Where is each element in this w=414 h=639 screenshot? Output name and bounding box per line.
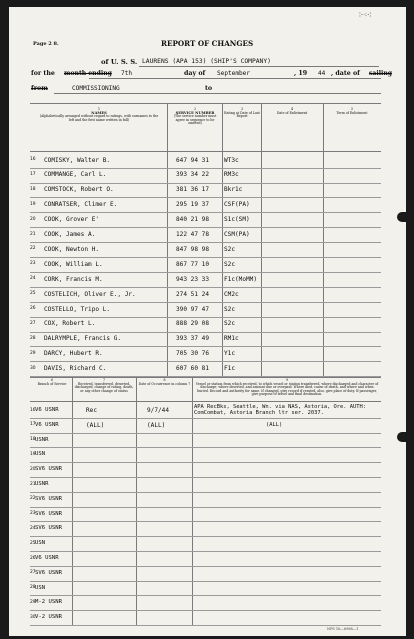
rating: F1c(MoMM) <box>224 275 258 283</box>
day-value: 7th <box>121 70 133 77</box>
person-name: COOK, William L. <box>44 260 103 268</box>
col-number: 1 <box>97 107 101 111</box>
branch-of-service: USN <box>35 584 46 591</box>
struck-sailing: sailing <box>369 70 393 77</box>
person-name: DARCY, Hubert R. <box>44 350 103 358</box>
service-number: 393 37 49 <box>176 335 210 343</box>
remarks-row <box>30 610 381 626</box>
row-number: 25 <box>30 540 36 546</box>
remarks-row <box>30 477 381 493</box>
corner-stamp: ∶·⁖·∶ <box>359 11 372 19</box>
person-name: COOK, Newton H. <box>44 245 100 253</box>
personnel-row <box>30 302 381 318</box>
month-value: September <box>217 70 251 77</box>
remarks-row <box>30 433 381 449</box>
branch-of-service: USNR <box>35 481 49 487</box>
row-number: 22 <box>30 246 36 252</box>
row-number: 19 <box>30 201 36 207</box>
personnel-row <box>30 198 381 214</box>
rating: S2c <box>224 260 236 268</box>
remarks-row <box>30 492 381 508</box>
report-page <box>9 7 406 636</box>
remarks-row <box>30 551 381 567</box>
row-number: 30 <box>30 614 36 620</box>
row-number: 19 <box>30 451 36 457</box>
row-number: 17 <box>30 171 36 177</box>
personnel-row <box>30 257 381 273</box>
rating: Y1c <box>224 350 236 358</box>
form-code: NPS 16—6988—1 <box>327 627 359 631</box>
received-status: (ALL) <box>86 421 105 429</box>
year-value: 44 <box>318 70 326 77</box>
service-number: 867 77 10 <box>176 260 210 268</box>
remarks-text: APA RecBks, Seattle, Wn. via NAS, Astoria, Ore. AUTH: ComCombat, Astoria Branch ltr ser. 2037. <box>194 404 367 417</box>
col-header-rating: Rating at Date of Last Report <box>224 110 260 119</box>
row-number: 29 <box>30 350 36 356</box>
rating: CM2c <box>224 290 239 298</box>
service-number: 647 94 31 <box>176 156 210 164</box>
col-header-enlistment-term: Term of Enlistment <box>336 110 368 115</box>
col-number: 3 <box>240 107 244 111</box>
service-number: 943 23 33 <box>176 275 210 283</box>
col-number: 6 <box>50 378 54 382</box>
personnel-row <box>30 168 381 184</box>
branch-of-service: SV6 USNR <box>35 569 62 576</box>
branch-of-service: USN <box>35 451 46 458</box>
personnel-row <box>30 362 381 378</box>
branch-of-service: USN <box>35 540 46 547</box>
personnel-row <box>30 183 381 199</box>
service-number: 274 51 24 <box>176 290 210 298</box>
person-name: DALRYMPLE, Francis G. <box>44 335 122 343</box>
remarks-row <box>30 403 381 419</box>
row-number: 20 <box>30 466 36 472</box>
remarks-text: (ALL) <box>266 421 283 428</box>
person-name: COOK, James A. <box>44 231 96 238</box>
col-number: 4 <box>290 107 294 111</box>
personnel-row <box>30 332 381 348</box>
row-number: 22 <box>30 496 36 502</box>
service-number: 393 34 22 <box>176 171 210 179</box>
row-number: 21 <box>30 481 36 487</box>
row-number: 28 <box>30 585 36 591</box>
row-number: 24 <box>30 525 36 531</box>
col-number: 8 <box>163 378 166 382</box>
row-number: 24 <box>30 276 36 282</box>
col-header-remarks: Vessel or station from which received, to which vessel or station transferred, where discharged and character of discharge; where deserted, and amount due or overpaid. Where died, cause of death, and where and when buried. Record and authority for same. If changed, give record if rerated, also, give place of duty. If passenger, give purpose of travel and final destination. <box>195 381 379 397</box>
remarks-row <box>30 418 381 434</box>
branch-of-service: SV6 USNR <box>35 466 62 473</box>
rating: S2c <box>224 245 236 253</box>
occurrence-date: (ALL) <box>147 421 166 429</box>
row-number: 21 <box>30 231 36 237</box>
person-name: COSTELLO, Tripo L. <box>44 305 111 313</box>
row-number: 27 <box>30 320 36 326</box>
person-name: COOK, Grover E' <box>44 216 100 224</box>
person-name: CORK, Francis M. <box>44 275 103 283</box>
rating: Bkr1c <box>224 186 243 194</box>
col-number: 2 <box>193 107 197 111</box>
personnel-row <box>30 153 381 169</box>
row-number: 27 <box>30 570 36 576</box>
col-header-service-number: SERVICE NUMBER <box>175 110 215 115</box>
service-number: 295 19 37 <box>176 201 210 209</box>
row-number: 25 <box>30 291 36 297</box>
rating: F1c <box>224 365 236 373</box>
binder-hole <box>397 212 411 222</box>
person-name: DAVIS, Richard C. <box>44 365 107 373</box>
person-name: COMMANGE, Carl L. <box>44 171 107 179</box>
remarks-row <box>30 595 381 611</box>
person-name: COMSTOCK, Robert O. <box>44 186 114 194</box>
personnel-row <box>30 287 381 303</box>
page-title: REPORT OF CHANGES <box>161 39 254 48</box>
row-number: 16 <box>30 157 36 162</box>
branch-of-service: SV6 USNR <box>35 510 62 517</box>
col-header-names: NAMES <box>91 110 107 115</box>
struck-text: month ending <box>64 70 112 77</box>
personnel-row <box>30 213 381 229</box>
service-number: 705 30 76 <box>176 350 210 358</box>
year-label: , 19 <box>294 70 308 77</box>
branch-of-service: V6 USNR <box>35 555 59 561</box>
day-of-label: day of <box>184 70 206 77</box>
personnel-row <box>30 347 381 363</box>
row-number: 30 <box>30 365 36 371</box>
personnel-row <box>30 242 381 258</box>
personnel-row <box>30 228 381 244</box>
rating: S2c <box>224 320 236 328</box>
person-name: COX, Robert L. <box>44 320 96 328</box>
date-of-label: , date of <box>331 70 360 77</box>
row-number: 20 <box>30 216 36 222</box>
ship-label: of U. S. S. <box>101 58 138 66</box>
branch-of-service: USNR <box>35 436 49 443</box>
row-number: 26 <box>30 306 36 311</box>
remarks-row <box>30 521 381 537</box>
remarks-row <box>30 507 381 523</box>
service-number: 847 98 98 <box>176 245 210 253</box>
col-note: (The service number must agree in sequence to be omitted) <box>173 114 217 126</box>
service-number: 122 47 78 <box>176 231 210 238</box>
ship-name: LAURENS (APA 153) (SHIP'S COMPANY) <box>142 58 271 65</box>
rating: RM1c <box>224 335 239 343</box>
page-number: Page 2 8. <box>33 41 59 47</box>
service-number: 888 29 08 <box>176 320 210 328</box>
service-number: 381 36 17 <box>176 186 210 194</box>
date-label-prefix: for the <box>31 70 55 77</box>
branch-of-service: V6 USNR <box>35 421 59 428</box>
binder-hole <box>397 432 411 442</box>
person-name: COSTELICH, Oliver E., Jr. <box>44 290 136 298</box>
col-number: 5 <box>350 107 354 111</box>
row-number: 23 <box>30 261 36 267</box>
person-name: CONRATSER, Climer E. <box>44 201 118 209</box>
rating: CSF(PA) <box>224 201 250 209</box>
branch-of-service: SV6 USNR <box>35 525 62 532</box>
received-status: Rec <box>86 407 98 414</box>
col-header-enlistment-date: Date of Enlistment <box>276 110 308 115</box>
remarks-row <box>30 536 381 552</box>
row-number: 28 <box>30 335 36 341</box>
branch-of-service: V6 USNR <box>35 407 59 413</box>
remarks-row <box>30 462 381 478</box>
row-number: 18 <box>30 437 36 443</box>
from-label: from <box>31 85 48 92</box>
col-header-received: Received, transferred, deserted, discharged, change of rating, death, or any other change of status <box>74 381 134 393</box>
rating: CSM(PA) <box>224 231 250 238</box>
col-note: (Alphabetically arranged without regard to ratings, with surnames to the left and the first name written in full) <box>39 114 159 122</box>
branch-of-service: SV6 USNR <box>35 495 62 502</box>
remarks-row <box>30 447 381 463</box>
row-number: 26 <box>30 555 36 561</box>
row-number: 16 <box>30 407 36 413</box>
rating: WT3c <box>224 156 239 164</box>
col-header-date: Date of Occurrence in column 7 <box>138 381 191 386</box>
rating: S2c <box>224 305 236 313</box>
service-number: 840 21 98 <box>176 216 210 224</box>
row-number: 18 <box>30 186 36 192</box>
person-name: COMISKY, Walter B. <box>44 156 111 164</box>
col-number: 9 <box>285 378 289 382</box>
branch-of-service: V-2 USNR <box>35 614 62 621</box>
occurrence-date: 9/7/44 <box>147 407 170 414</box>
service-number: 607 60 81 <box>176 365 210 373</box>
branch-of-service: M-2 USNR <box>35 599 62 606</box>
from-value: COMMISSIONING <box>72 85 120 92</box>
remarks-row <box>30 566 381 582</box>
row-number: 23 <box>30 511 36 517</box>
remarks-row <box>30 581 381 597</box>
to-label: to <box>205 85 213 92</box>
row-number: 17 <box>30 422 36 428</box>
personnel-row <box>30 272 381 288</box>
row-number: 29 <box>30 599 36 605</box>
col-number: 7 <box>102 378 106 382</box>
personnel-row <box>30 317 381 333</box>
rating: RM3c <box>224 171 239 179</box>
col-header-branch: Branch of Service <box>37 381 67 386</box>
service-number: 390 97 47 <box>176 305 210 313</box>
rating: S1c(SM) <box>224 216 250 224</box>
